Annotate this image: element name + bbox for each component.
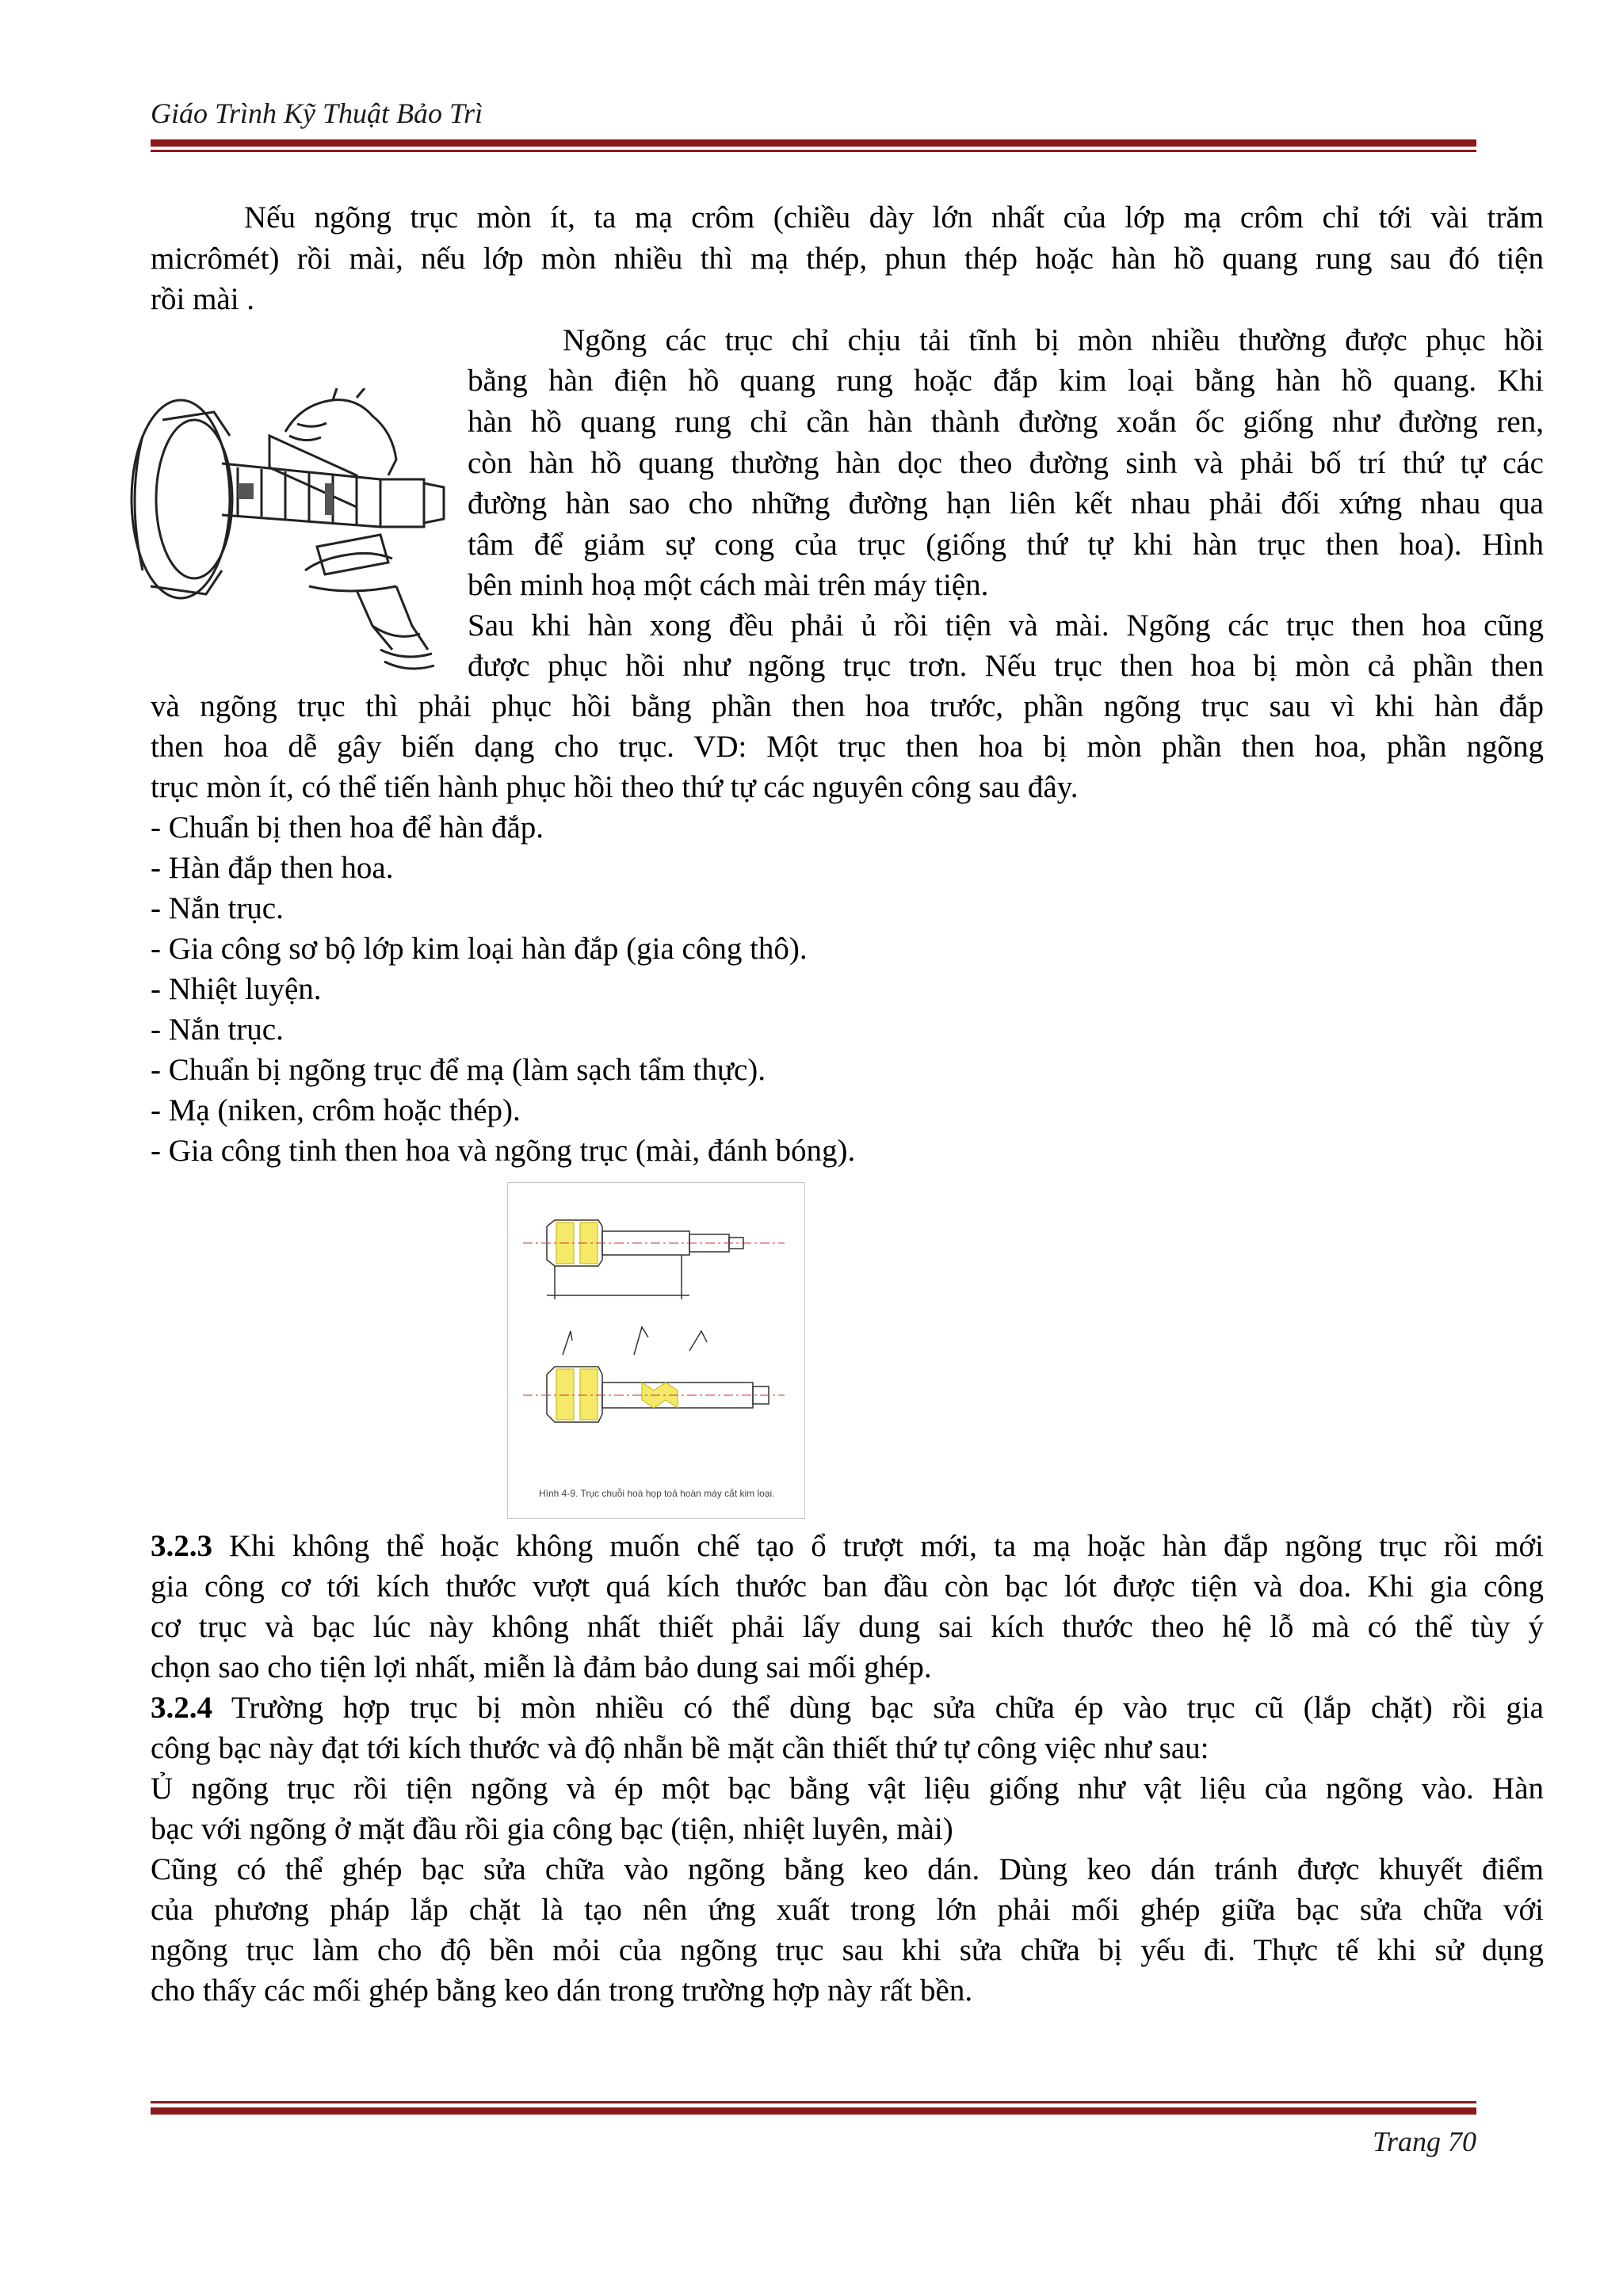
list-item: - Gia công tinh then hoa và ngõng trục (mài, đánh bóng). [151, 1134, 856, 1168]
header-rule-thin [151, 150, 1476, 152]
footer-rule-thin [151, 2101, 1476, 2103]
list-item: - Chuẩn bị ngõng trục để mạ (làm sạch tẩm thực). [151, 1053, 766, 1087]
text-line: tâm để giảm sự cong của trục (giống thứ tự khi hàn trục then hoa). Hình [468, 528, 1544, 562]
list-item: - Nắn trục. [151, 1013, 284, 1047]
text-line: được phục hồi như ngõng trục trơn. Nếu trục then hoa bị mòn cả phần then [468, 649, 1544, 683]
text-line: hàn hồ quang rung chỉ cần hàn thành đường xoắn ốc giống như đường ren, [468, 405, 1544, 439]
text-line: Cũng có thể ghép bạc sửa chữa vào ngõng bằng keo dán. Dùng keo dán tránh được khuyết điểm [151, 1852, 1544, 1886]
list-item: - Nhiệt luyện. [151, 972, 322, 1006]
text-line: gia công cơ tới kích thước vượt quá kích thước ban đầu còn bạc lót được tiện và doa. Khi gia công [151, 1569, 1544, 1604]
spline-shaft-figure [523, 1196, 792, 1482]
text-line: Ngõng các trục chỉ chịu tải tĩnh bị mòn nhiều thường được phục hồi [563, 323, 1544, 357]
text-line: công bạc này đạt tới kích thước và độ nhẵn bề mặt cần thiết thứ tự công việc như sau: [151, 1731, 1209, 1765]
text-line: micrômét) rồi mài, nếu lớp mòn nhiều thì mạ thép, phun thép hoặc hàn hồ quang rung sau đó tiện [151, 242, 1544, 276]
lathe-grinding-illustration [119, 388, 448, 689]
text-line [151, 1528, 1544, 1564]
header-title: Giáo Trình Kỹ Thuật Bảo Trì [151, 97, 483, 129]
text-line [151, 1690, 1544, 1726]
text-line: bằng hàn điện hồ quang rung hoặc đắp kim loại bằng hàn hồ quang. Khi [468, 364, 1544, 398]
text-line: Ủ ngõng trục rồi tiện ngõng và ép một bạc bằng vật liệu giống như vật liệu của ngõng vào. Hàn [151, 1772, 1544, 1806]
text-line: rồi mài . [151, 282, 255, 316]
text-line: và ngõng trục thì phải phục hồi bằng phần then hoa trước, phần ngõng trục sau vì khi hàn đắp [151, 689, 1544, 723]
text-line: ngõng trục làm cho độ bền mỏi của ngõng trục sau khi sửa chữa bị yếu đi. Thực tế khi sử dụng [151, 1933, 1544, 1967]
list-item: - Chuẩn bị then hoa để hàn đắp. [151, 810, 544, 845]
text-line: Sau khi hàn xong đều phải ủ rồi tiện và mài. Ngõng các trục then hoa cũng [468, 608, 1544, 643]
list-item: - Mạ (niken, crôm hoặc thép). [151, 1093, 521, 1127]
text-line: chọn sao cho tiện lợi nhất, miễn là đảm bảo dung sai mối ghép. [151, 1650, 932, 1684]
text-line: còn hàn hồ quang thường hàn dọc theo đường sinh và phải bố trí thứ tự các [468, 446, 1544, 480]
footer-rule-thick [151, 2107, 1476, 2115]
text-line: bên minh hoạ một cách mài trên máy tiện. [468, 568, 989, 602]
list-item: - Gia công sơ bộ lớp kim loại hàn đắp (gia công thô). [151, 932, 808, 966]
list-item: - Hàn đắp then hoa. [151, 851, 394, 885]
figure-caption: Hình 4-9. Trục chuỗi hoà họp toả hoàn máy cắt kim loại. [539, 1488, 775, 1499]
section-number: 3.2.4 [151, 1691, 212, 1725]
header-rule-thick [151, 139, 1476, 147]
text-line: Nếu ngõng trục mòn ít, ta mạ crôm (chiều dày lớn nhất của lớp mạ crôm chỉ tới vài trăm [244, 200, 1544, 235]
section-number: 3.2.3 [151, 1529, 212, 1563]
text-line: cho thấy các mối ghép bằng keo dán trong trường hợp này rất bền. [151, 1974, 973, 2008]
text-line: đường hàn sao cho những đường hạn liên kết nhau phải đối xứng nhau qua [468, 486, 1544, 521]
text-line: trục mòn ít, có thể tiến hành phục hồi theo thứ tự các nguyên công sau đây. [151, 770, 1079, 804]
text-line: của phương pháp lắp chặt là tạo nên ứng xuất trong lớn phải mối ghép giữa bạc sửa chữa với [151, 1893, 1544, 1927]
list-item: - Nắn trục. [151, 891, 284, 925]
section-text: Khi không thể hoặc không muốn chế tạo ổ trượt mới, ta mạ hoặc hàn đắp ngõng trục rồi mới [212, 1529, 1544, 1563]
section-text: Trường hợp trục bị mòn nhiều có thể dùng bạc sửa chữa ép vào trục cũ (lắp chặt) rồi gia [212, 1691, 1544, 1725]
text-line: then hoa dễ gây biến dạng cho trục. VD: Một trục then hoa bị mòn phần then hoa, phần ngõng [151, 730, 1544, 764]
text-line: cơ trục và bạc lúc này không nhất thiết phải lấy dung sai kích thước theo hệ lỗ mà có thể tùy ý [151, 1610, 1544, 1644]
text-line: bạc với ngõng ở mặt đầu rồi gia công bạc (tiện, nhiệt luyên, mài) [151, 1812, 953, 1846]
page-number: Trang 70 [1372, 2126, 1476, 2157]
